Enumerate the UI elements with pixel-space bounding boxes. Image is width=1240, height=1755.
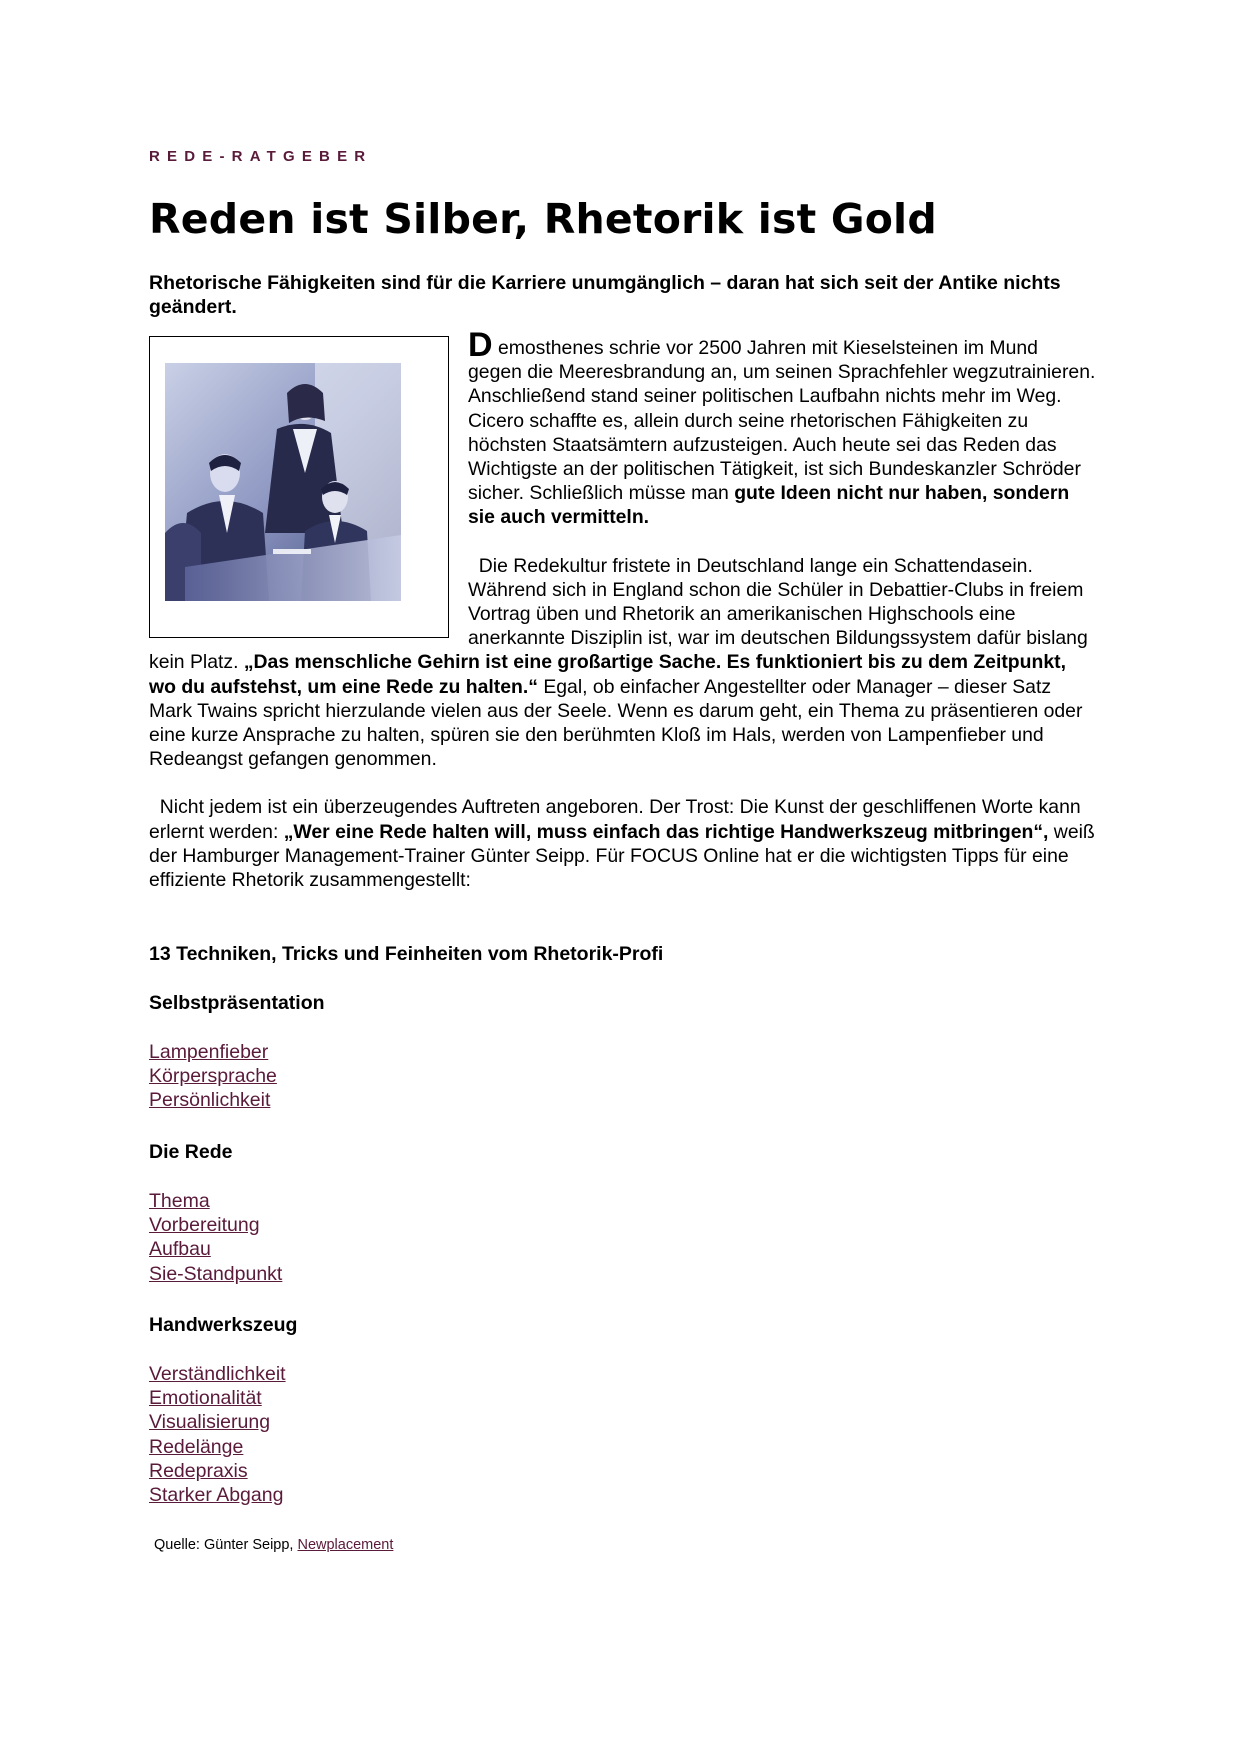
source-line: Quelle: Günter Seipp, Newplacement	[154, 1537, 394, 1553]
link-redelaenge[interactable]: Redelänge	[149, 1435, 244, 1458]
article-title: Reden ist Silber, Rhetorik ist Gold	[149, 195, 937, 243]
link-list-selbstpraesentation	[149, 1040, 277, 1113]
techniques-heading: 13 Techniken, Tricks und Feinheiten vom Rhetorik-Profi	[149, 943, 664, 965]
link-list-die-rede	[149, 1189, 282, 1286]
source-link-newplacement[interactable]: Newplacement	[297, 1537, 394, 1553]
section-kicker: REDE-RATGEBER	[149, 148, 373, 165]
link-verstaendlichkeit[interactable]: Verständlichkeit	[149, 1363, 286, 1385]
link-visualisierung[interactable]: Visualisierung	[149, 1411, 271, 1434]
paragraph-1: D emosthenes schrie vor 2500 Jahren mit Kieselsteinen im Mund gegen die Meeresbrandung an, um seinen Sprachfehler wegzutrainieren. Anschließend stand seiner politischen Laufbahn nichts mehr im Weg. Cicero schaffte es, allein durch seine rhetorischen Fähigkeiten zu höchsten Staatsämtern aufzusteigen. Auch heute sei das Reden das Wichtigste an der politischen Tätigkeit, ist sich Bundeskanzler Schröder sicher. Schließlich müsse man gute Ideen nicht nur haben, sondern sie auch vermitteln.	[468, 326, 1096, 529]
link-lampenfieber[interactable]: Lampenfieber	[149, 1041, 269, 1063]
link-thema[interactable]: Thema	[149, 1190, 210, 1212]
drop-cap: D	[468, 326, 493, 364]
section-heading-selbstpraesentation: Selbstpräsentation	[149, 992, 325, 1014]
link-koerpersprache[interactable]: Körpersprache	[149, 1065, 277, 1088]
link-list-handwerkszeug	[149, 1362, 286, 1507]
section-heading-handwerkszeug: Handwerkszeug	[149, 1314, 298, 1336]
article-lead: Rhetorische Fähigkeiten sind für die Karriere unumgänglich – daran hat sich seit der Antike nichts geändert.	[149, 272, 1061, 318]
link-starker-abgang[interactable]: Starker Abgang	[149, 1484, 284, 1507]
paragraph-3: Nicht jedem ist ein überzeugendes Auftreten angeboren. Der Trost: Die Kunst der geschliffenen Worte kann erlernt werden: „Wer eine Rede halten will, muss einfach das richtige Handwerkszeug mitbringen“, weiß der Hamburger Management-Trainer Günter Seipp. Für FOCUS Online hat er die wichtigsten Tipps für eine effiziente Rhetorik zusammengestellt:	[149, 796, 1095, 892]
section-heading-die-rede: Die Rede	[149, 1141, 233, 1163]
link-persoenlichkeit[interactable]: Persönlichkeit	[149, 1089, 271, 1112]
link-emotionalitaet[interactable]: Emotionalität	[149, 1387, 262, 1410]
paragraph-2: Die Redekultur fristete in Deutschland lange ein Schattendasein. Während sich in England schon die Schüler in Debattier-Clubs in freiem Vortrag üben und Rhetorik an amerikanischen Highschools eine anerkannte Disziplin ist, war im deutschen Bildungssystem dafür bislang kein Platz. „Das menschliche Gehirn ist eine großartige Sache. Es funktioniert bis zu dem Zeitpunkt, wo du aufstehst, um eine Rede zu halten.“ Egal, ob einfacher Angestellter oder Manager – dieser Satz Mark Twains spricht hierzulande vielen aus der Seele. Wenn es darum geht, ein Thema zu präsentieren oder eine kurze Ansprache zu halten, spüren sie den berühmten Kloß im Hals, werden von Lampenfieber und Redeangst gefangen genommen.	[149, 554, 1088, 771]
link-vorbereitung[interactable]: Vorbereitung	[149, 1214, 260, 1237]
link-sie-standpunkt[interactable]: Sie-Standpunkt	[149, 1262, 283, 1285]
article-body	[149, 326, 1097, 892]
photo-spacer	[149, 333, 468, 647]
link-aufbau[interactable]: Aufbau	[149, 1238, 211, 1261]
link-redepraxis[interactable]: Redepraxis	[149, 1459, 248, 1482]
